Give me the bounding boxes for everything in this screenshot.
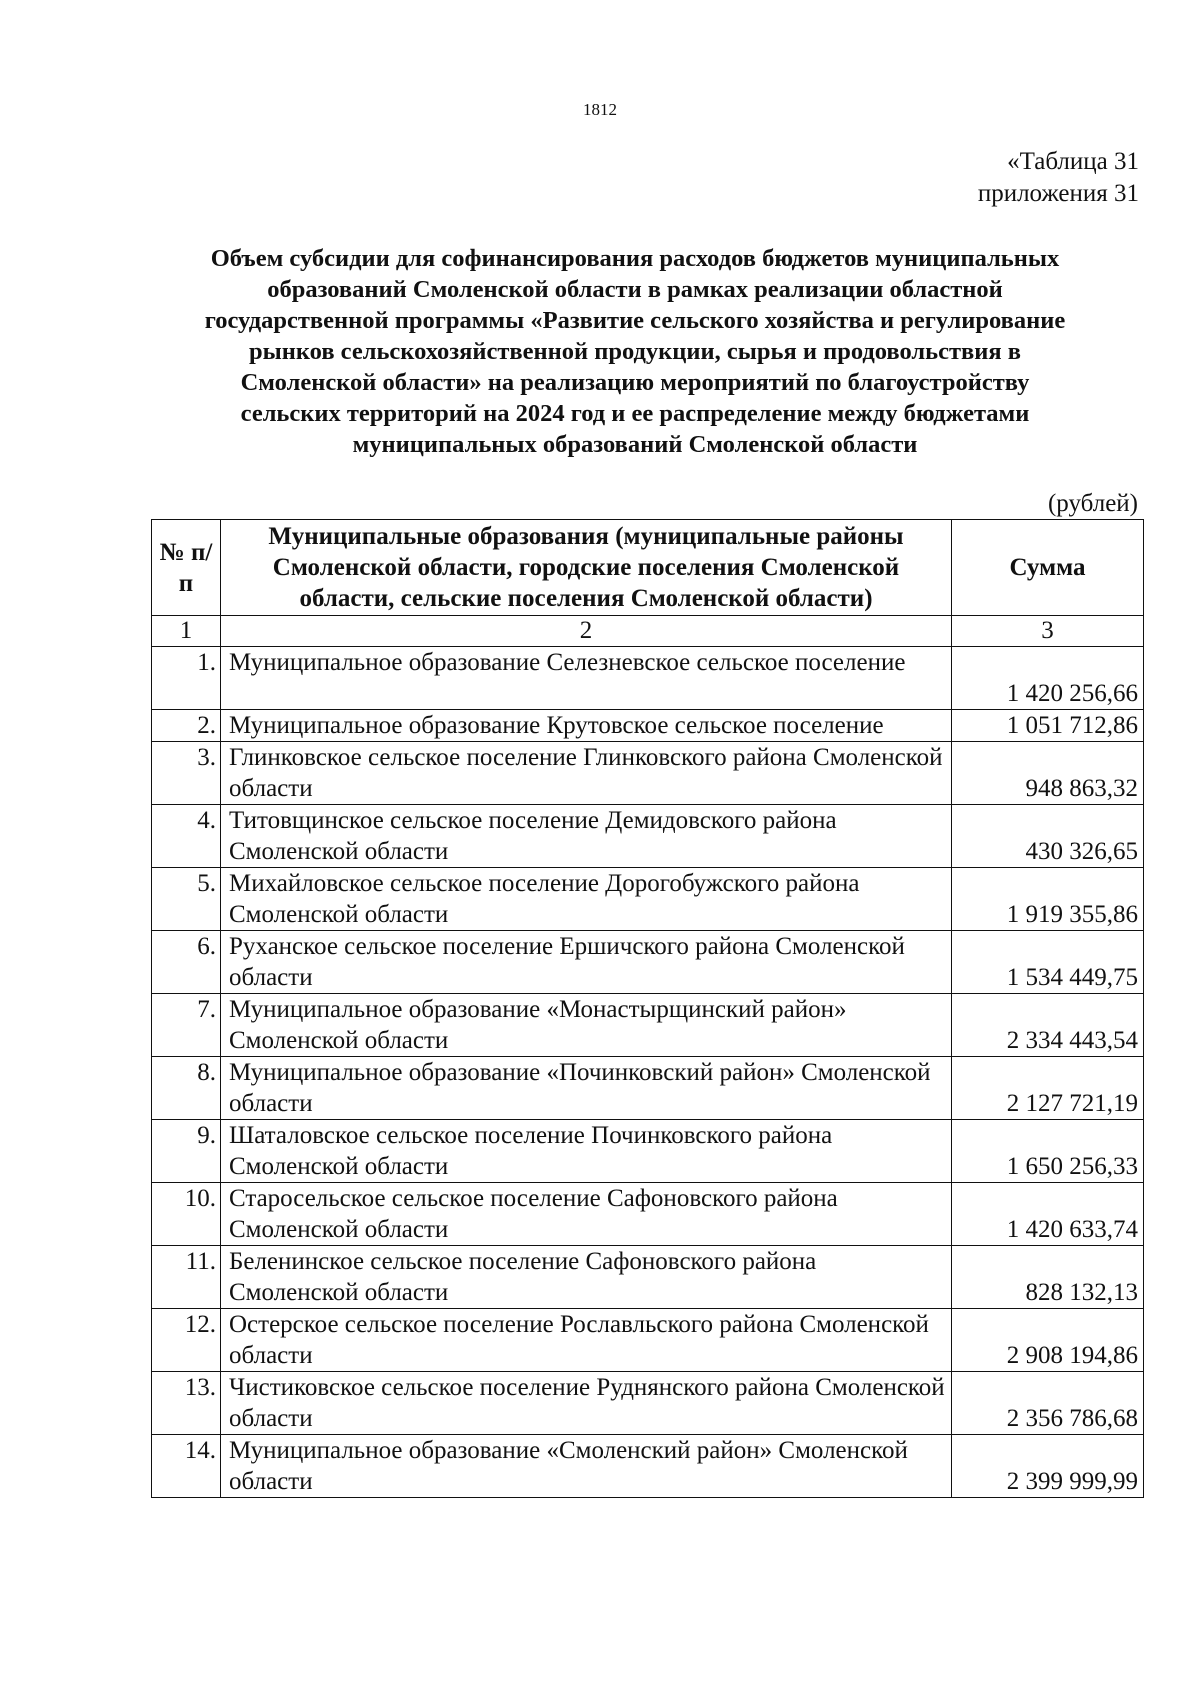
row-number: 14. [152, 1435, 221, 1498]
row-municipality-name: Муниципальное образование «Монастырщинский район» Смоленской области [221, 994, 952, 1057]
table-row [152, 1120, 1144, 1183]
table-row [152, 1309, 1144, 1372]
row-municipality-name: Муниципальное образование Селезневское сельское поселение [221, 647, 952, 710]
row-number: 1. [152, 647, 221, 710]
header-number: № п/п [152, 520, 221, 616]
document-title [150, 243, 1120, 460]
row-municipality-name: Михайловское сельское поселение Дорогобужского района Смоленской области [221, 868, 952, 931]
row-municipality-name: Остерское сельское поселение Рославльского района Смоленской области [221, 1309, 952, 1372]
row-sum: 1 420 256,66 [952, 647, 1144, 710]
row-sum: 2 127 721,19 [952, 1057, 1144, 1120]
title-line: сельских территорий на 2024 год и ее распределение между бюджетами [240, 400, 1030, 427]
row-municipality-name: Титовщинское сельское поселение Демидовского района Смоленской области [221, 805, 952, 868]
table-row [152, 1183, 1144, 1246]
row-number: 3. [152, 742, 221, 805]
row-number: 4. [152, 805, 221, 868]
row-municipality-name: Шаталовское сельское поселение Починковского района Смоленской области [221, 1120, 952, 1183]
row-municipality-name: Муниципальное образование «Починковский район» Смоленской области [221, 1057, 952, 1120]
title-line: государственной программы «Развитие сельского хозяйства и регулирование [204, 307, 1066, 334]
table-row [152, 647, 1144, 710]
row-sum: 1 420 633,74 [952, 1183, 1144, 1246]
column-number: 1 [152, 616, 221, 647]
row-municipality-name: Чистиковское сельское поселение Руднянского района Смоленской области [221, 1372, 952, 1435]
row-number: 11. [152, 1246, 221, 1309]
table-row [152, 742, 1144, 805]
table-row [152, 1057, 1144, 1120]
row-municipality-name: Старосельское сельское поселение Сафоновского района Смоленской области [221, 1183, 952, 1246]
row-sum: 2 356 786,68 [952, 1372, 1144, 1435]
table-body [152, 616, 1144, 1498]
table-row [152, 931, 1144, 994]
page-number: 1812 [583, 100, 617, 119]
row-number: 6. [152, 931, 221, 994]
title-line: образований Смоленской области в рамках реализации областной [267, 276, 1003, 303]
title-line: Объем субсидии для софинансирования расходов бюджетов муниципальных [210, 245, 1060, 272]
row-number: 9. [152, 1120, 221, 1183]
row-municipality-name: Беленинское сельское поселение Сафоновского района Смоленской области [221, 1246, 952, 1309]
title-line: муниципальных образований Смоленской области [352, 431, 918, 458]
column-number: 2 [221, 616, 952, 647]
table-row [152, 1246, 1144, 1309]
table-row [152, 1372, 1144, 1435]
row-sum: 2 908 194,86 [952, 1309, 1144, 1372]
row-sum: 430 326,65 [952, 805, 1144, 868]
row-sum: 1 650 256,33 [952, 1120, 1144, 1183]
header-municipality: Муниципальные образования (муниципальные районы Смоленской области, городские поселения Смоленской области, сельские поселения Смоленской области) [221, 520, 952, 616]
table-reference [978, 146, 1139, 210]
row-sum: 1 534 449,75 [952, 931, 1144, 994]
row-number: 13. [152, 1372, 221, 1435]
table-reference-line-1: «Таблица 31 [1007, 148, 1139, 175]
row-municipality-name: Муниципальное образование Крутовское сельское поселение [221, 710, 952, 742]
row-municipality-name: Руханское сельское поселение Ершичского района Смоленской области [221, 931, 952, 994]
column-numbers-row [152, 616, 1144, 647]
row-sum: 2 399 999,99 [952, 1435, 1144, 1498]
row-sum: 2 334 443,54 [952, 994, 1144, 1057]
row-number: 12. [152, 1309, 221, 1372]
title-line: Смоленской области» на реализацию мероприятий по благоустройству [240, 369, 1030, 396]
row-sum: 828 132,13 [952, 1246, 1144, 1309]
row-sum: 1 919 355,86 [952, 868, 1144, 931]
title-line: рынков сельскохозяйственной продукции, сырья и продовольствия в [249, 338, 1021, 365]
row-number: 2. [152, 710, 221, 742]
table-row [152, 994, 1144, 1057]
subsidy-table [151, 519, 1144, 1498]
table-row [152, 805, 1144, 868]
table-reference-line-2: приложения 31 [977, 180, 1139, 207]
table-row [152, 1435, 1144, 1498]
table-header-row [152, 520, 1144, 616]
row-number: 8. [152, 1057, 221, 1120]
row-sum: 1 051 712,86 [952, 710, 1144, 742]
column-number: 3 [952, 616, 1144, 647]
row-sum: 948 863,32 [952, 742, 1144, 805]
row-number: 5. [152, 868, 221, 931]
row-number: 7. [152, 994, 221, 1057]
units-label: (рублей) [1047, 490, 1138, 517]
subsidy-table-container [151, 519, 1144, 1498]
table-row [152, 868, 1144, 931]
row-municipality-name: Муниципальное образование «Смоленский район» Смоленской области [221, 1435, 952, 1498]
row-number: 10. [152, 1183, 221, 1246]
table-row [152, 710, 1144, 742]
header-sum: Сумма [952, 520, 1144, 616]
row-municipality-name: Глинковское сельское поселение Глинковского района Смоленской области [221, 742, 952, 805]
